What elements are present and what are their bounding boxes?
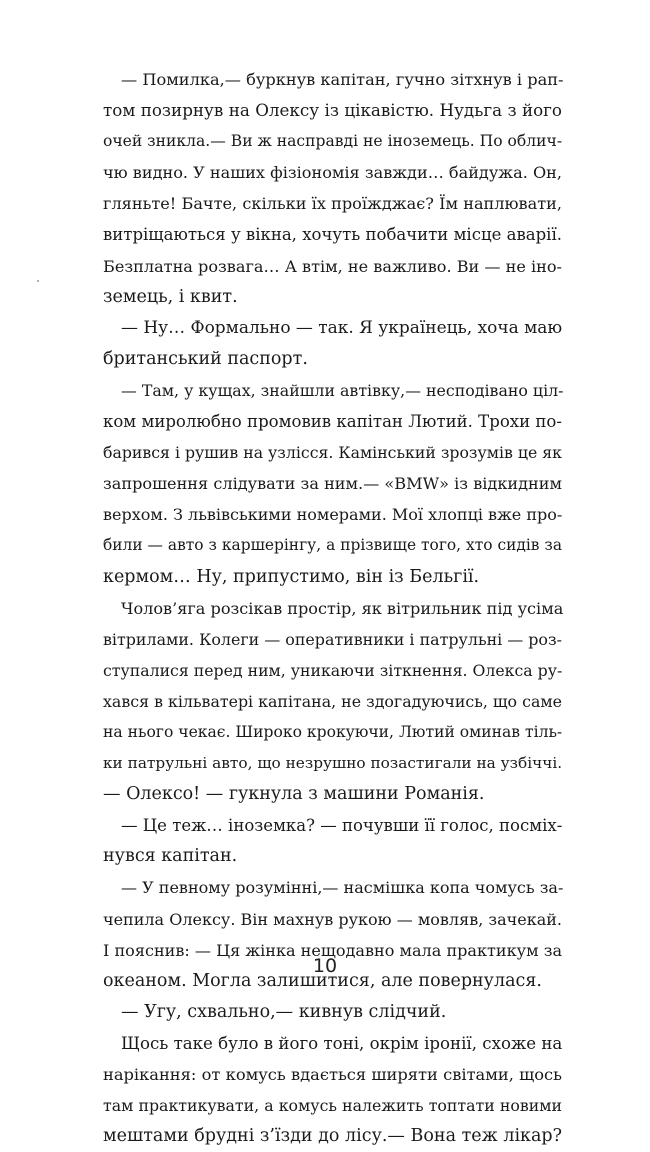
text-line: ки патрульні авто, що незрушно позастигали на узбіччі. [103,754,563,773]
text-line: барився і рушив на узлісся. Камінський зрозумів це як [103,443,562,463]
text-line: — Угу, схвально,— кивнув слідчий. [121,1001,447,1022]
text-line: — Помилка,— буркнув капітан, гучно зітхнув і рап- [121,70,564,89]
text-line: Щось таке було в його тоні, окрім іронії, схоже на [121,1033,563,1053]
text-line: — Олексо! — гукнула з машини Романія. [103,784,485,805]
text-line: запрошення слідувати за ним.— «BMW» із відкидним [103,474,562,494]
text-line: ступалися перед ним, уникаючи зіткнення. Олекса ру- [103,660,563,680]
text-line: земець, і квит. [103,286,238,307]
text-line: британський паспорт. [103,348,308,369]
text-line: нувся капітан. [103,846,238,867]
text-line: — Це теж… іноземка? — почувши її голос, посміх- [121,816,563,836]
text-line: нарікання: от комусь вдається ширяти світами, щось [103,1065,562,1084]
text-line: — Ну… Формально — так. Я українець, хоча маю [121,317,563,338]
text-line: били — авто з каршерінгу, а прізвище того, хто сидів за [103,536,562,555]
text-line: очей зникла.— Ви ж насправді не іноземець. По облич- [103,132,563,151]
text-line: гляньте! Бачте, скільки їх проїжджає? Їм наплювати, [103,194,562,214]
scan-speck [37,280,39,282]
text-line: верхом. З львівськими номерами. Мої хлопці вже про- [103,505,563,525]
text-line: хався в кільватері капітана, не здогадуючись, що саме [103,691,562,711]
text-line: ком миролюбно промовив капітан Лютий. Трохи по- [103,412,562,432]
text-line: Чолов’яга розсікав простір, як вітрильник під усіма [121,598,564,618]
text-line: кермом… Ну, припустимо, він із Бельгії. [103,566,480,587]
text-line: вітрилами. Колеги — оперативники і патрульні — роз- [103,629,562,649]
text-line: — У певному розумінні,— насмішка копа чомусь за- [121,878,564,898]
text-line: чепила Олексу. Він махнув рукою — мовляв, зачекай. [103,909,562,929]
body-text [103,64,562,1152]
text-line: океаном. Могла залишитися, але повернулася. [103,970,542,991]
text-line: І пояснив: — Ця жінка нещодавно мала практикум за [103,940,563,960]
text-line: там практикувати, а комусь належить топтати новими [103,1096,562,1116]
text-line: том позирнув на Олексу із цікавістю. Нудьга з його [103,100,562,121]
text-line: Безплатна розвага… А втім, не важливо. Ви — не іно- [103,256,562,276]
text-line: на нього чекає. Широко крокуючи, Лютий оминав тіль- [103,722,563,741]
text-line: — Там, у кущах, знайшли автівку,— несподівано ціл- [121,380,564,400]
text-line: витріщаються у вікна, хочуть побачити місце аварії. [103,225,562,245]
text-line: мештами брудні з’їзди до лісу.— Вона теж лікар? [103,1126,562,1147]
page-number: 10 [312,955,338,977]
text-line: чю видно. У наших фізіономія завжди… байдужа. Он, [103,163,562,183]
